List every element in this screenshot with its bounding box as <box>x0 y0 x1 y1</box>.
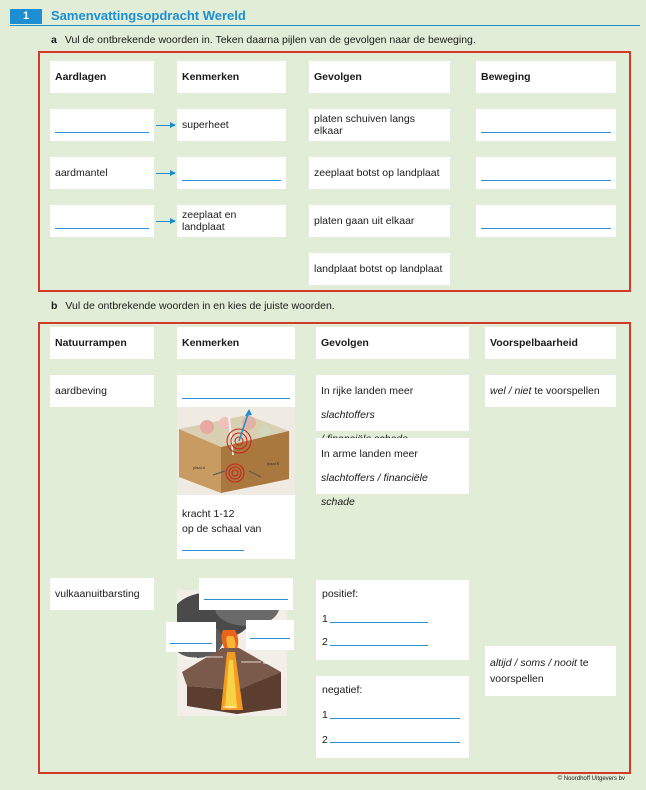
positief-blank-1[interactable] <box>330 622 428 623</box>
aardlaag-blank-3[interactable] <box>55 228 149 229</box>
vulkaan-voorspel-cell[interactable] <box>485 646 616 696</box>
diagram-label-plaat-a: plaat A <box>193 465 206 470</box>
positief-blank-2[interactable] <box>330 645 428 646</box>
kenmerk-cell-3 <box>177 205 286 237</box>
exercise-title: Samenvattingsopdracht Wereld <box>51 8 246 23</box>
aardbeving-kracht-cell[interactable] <box>177 495 295 559</box>
volcano-label-magma: magma <box>223 704 237 709</box>
header-gevolgen-a: Gevolgen <box>309 61 450 93</box>
negatief-item2-num: 2 <box>322 734 328 746</box>
gevolg-cell-1 <box>309 109 450 141</box>
aardlaag-cell-3[interactable] <box>50 205 154 237</box>
aardbeving-kenmerk-blank[interactable] <box>182 398 290 399</box>
ramp-aardbeving-label: aardbeving <box>55 385 107 397</box>
kenmerk-label-3: zeeplaat en landplaat <box>182 209 237 233</box>
beweging-blank-3[interactable] <box>481 228 611 229</box>
aardbeving-voorspel-cell[interactable] <box>485 375 616 407</box>
vulkaan-kenmerk-box-2[interactable] <box>166 622 216 652</box>
gevolg-cell-4 <box>309 253 450 285</box>
earthquake-diagram <box>177 407 295 495</box>
exercise-number: 1 <box>10 9 42 24</box>
ramp-vulkaan-label: vulkaanuitbarsting <box>55 588 140 600</box>
diagram-label-plaat-b: plaat B <box>267 461 280 466</box>
ramp-vulkaan <box>50 578 154 610</box>
negatief-label: negatief: <box>322 684 363 696</box>
header-beweging: Beweging <box>476 61 616 93</box>
schaal-blank[interactable] <box>182 550 244 551</box>
positief-label: positief: <box>322 588 359 600</box>
header-aardlagen: Aardlagen <box>50 61 154 93</box>
kenmerk-label-1: superheet <box>182 119 229 131</box>
header-divider <box>10 25 640 26</box>
kracht-line2: op de schaal van <box>182 523 262 535</box>
instruction-b-text: Vul de ontbrekende woorden in en kies de juiste woorden. <box>65 300 335 312</box>
gevolg-label-1: platen schuiven langs elkaar <box>314 113 415 137</box>
beweging-cell-2[interactable] <box>476 157 616 189</box>
vulkaan-blank-1[interactable] <box>204 599 288 600</box>
gevolg-arm-cell[interactable] <box>316 438 469 508</box>
kenmerk-cell-2[interactable] <box>177 157 286 189</box>
arrow-icon <box>156 173 175 174</box>
vulkaan-voorspel-choice[interactable]: altijd / soms / nooit <box>490 657 577 669</box>
instruction-b-letter: b <box>51 300 58 312</box>
aardbeving-voorspel-rest: te voorspellen <box>531 385 600 397</box>
header-voorspelbaarheid: Voorspelbaarheid <box>485 327 616 359</box>
instruction-a-text: Vul de ontbrekende woorden in. Teken daarna pijlen van de gevolgen naar de beweging. <box>64 34 476 46</box>
beweging-cell-3[interactable] <box>476 205 616 237</box>
vulkaan-blank-3[interactable] <box>250 638 290 639</box>
beweging-blank-2[interactable] <box>481 180 611 181</box>
aardlaag-label-2: aardmantel <box>55 167 108 179</box>
beweging-blank-1[interactable] <box>481 132 611 133</box>
gevolg-cell-2 <box>309 157 450 189</box>
gevolg-cell-3 <box>309 205 450 237</box>
vulkaan-kenmerk-box-3[interactable] <box>246 620 294 650</box>
vulkaan-positief-cell[interactable] <box>316 580 469 660</box>
vulkaan-kenmerk-box-1[interactable] <box>199 578 293 610</box>
instruction-a-letter: a <box>51 34 57 46</box>
aardlaag-blank-1[interactable] <box>55 132 149 133</box>
aardbeving-voorspel-choice[interactable]: wel / niet <box>490 385 532 397</box>
volcano-label-slenen: slenen <box>185 655 197 660</box>
beweging-cell-1[interactable] <box>476 109 616 141</box>
aardlaag-cell-2 <box>50 157 154 189</box>
header-gevolgen-b: Gevolgen <box>316 327 469 359</box>
copyright: © Noordhoff Uitgevers bv <box>557 776 625 782</box>
gevolg-label-2: zeeplaat botst op landplaat <box>314 167 440 179</box>
gevolg-rijk-choice1[interactable]: slachtoffers <box>321 409 375 421</box>
arrow-icon <box>156 125 175 126</box>
vulkaan-voorspel-line2: voorspellen <box>490 673 544 685</box>
volcano-label-lava: lava <box>263 660 271 665</box>
gevolg-arm-line1: In arme landen meer <box>321 448 418 460</box>
gevolg-label-4: landplaat botst op landplaat <box>314 263 443 275</box>
negatief-item1-num: 1 <box>322 709 328 721</box>
gevolg-label-3: platen gaan uit elkaar <box>314 215 415 227</box>
instruction-b <box>51 300 335 312</box>
header-natuurrampen: Natuurrampen <box>50 327 154 359</box>
gevolg-rijk-cell[interactable] <box>316 375 469 431</box>
aardlaag-cell-1[interactable] <box>50 109 154 141</box>
kenmerk-cell-1 <box>177 109 286 141</box>
kenmerk-blank-2[interactable] <box>182 180 281 181</box>
positief-item1-num: 1 <box>322 613 328 625</box>
vulkaan-voorspel-rest: te <box>576 657 589 669</box>
header-kenmerken-a: Kenmerken <box>177 61 286 93</box>
aardbeving-kenmerk-top[interactable] <box>177 375 295 407</box>
negatief-blank-2[interactable] <box>330 742 460 743</box>
header-kenmerken-b: Kenmerken <box>177 327 295 359</box>
negatief-blank-1[interactable] <box>330 718 460 719</box>
ramp-aardbeving <box>50 375 154 407</box>
kracht-line1: kracht 1-12 <box>182 508 235 520</box>
gevolg-rijk-prefix: In rijke landen meer <box>321 385 414 397</box>
vulkaan-negatief-cell[interactable] <box>316 676 469 758</box>
positief-item2-num: 2 <box>322 636 328 648</box>
vulkaan-blank-2[interactable] <box>170 643 212 644</box>
gevolg-arm-choice[interactable]: slachtoffers / financiële schade <box>321 472 428 508</box>
arrow-icon <box>156 221 175 222</box>
instruction-a <box>51 34 476 46</box>
